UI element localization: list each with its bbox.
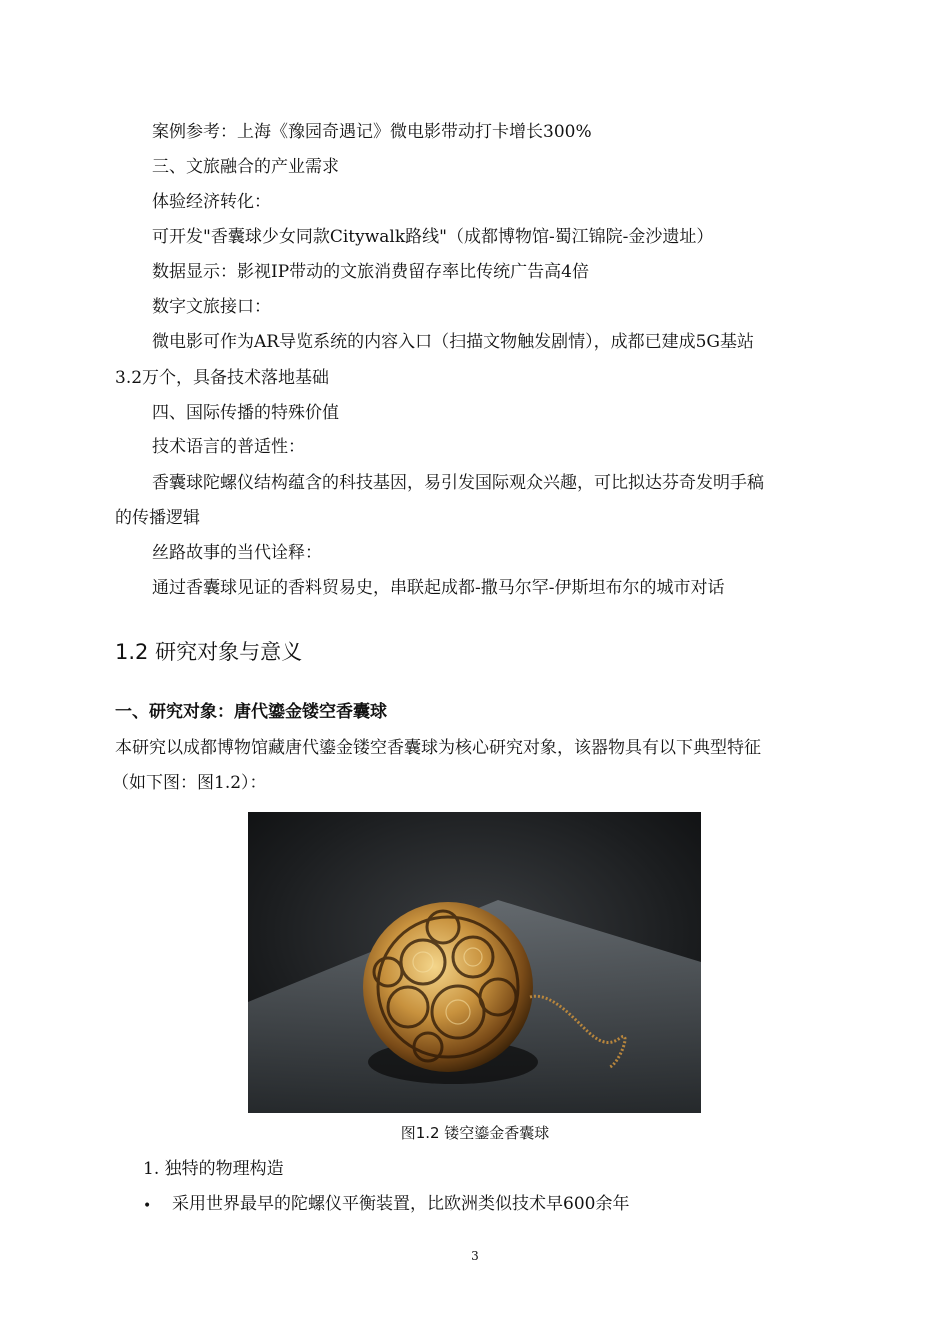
page-number: 3 bbox=[471, 1249, 479, 1263]
subsection-heading: 一、研究对象：唐代鎏金镂空香囊球 bbox=[115, 702, 387, 722]
body-text-line: 通过香囊球见证的香料贸易史，串联起成都-撒马尔罕-伊斯坦布尔的城市对话 bbox=[152, 578, 725, 598]
body-text-line: 三、文旅融合的产业需求 bbox=[152, 157, 339, 177]
intro-text-line: （如下图：图1.2）： bbox=[112, 773, 267, 793]
body-text-line: 案例参考：上海《豫园奇遇记》微电影带动打卡增长300% bbox=[152, 122, 592, 142]
intro-text-line: 本研究以成都博物馆藏唐代鎏金镂空香囊球为核心研究对象，该器物具有以下典型特征 bbox=[115, 738, 761, 758]
body-text-line: 技术语言的普适性： bbox=[152, 437, 305, 457]
body-text-line: 3.2万个，具备技术落地基础 bbox=[115, 368, 330, 388]
body-text-line: 数字文旅接口： bbox=[152, 297, 271, 317]
list-item: 1. 独特的物理构造 bbox=[143, 1159, 284, 1179]
body-text-line: 可开发"香囊球少女同款Citywalk路线"（成都博物馆-蜀江锦院-金沙遗址） bbox=[152, 227, 714, 247]
body-text-line: 丝路故事的当代诠释： bbox=[152, 543, 322, 563]
body-text-line: 香囊球陀螺仪结构蕴含的科技基因，易引发国际观众兴趣，可比拟达芬奇发明手稿 bbox=[152, 473, 764, 493]
body-text-line: 的传播逻辑 bbox=[115, 508, 200, 528]
body-text-line: 数据显示：影视IP带动的文旅消费留存率比传统广告高4倍 bbox=[152, 262, 589, 282]
body-text-line: 微电影可作为AR导览系统的内容入口（扫描文物触发剧情），成都已建成5G基站 bbox=[152, 332, 754, 352]
bullet-icon: • bbox=[143, 1198, 152, 1214]
body-text-line: 四、国际传播的特殊价值 bbox=[152, 403, 339, 423]
body-text-line: 体验经济转化： bbox=[152, 192, 271, 212]
list-item: 采用世界最早的陀螺仪平衡装置，比欧洲类似技术早600余年 bbox=[172, 1194, 630, 1214]
figure-caption: 图1.2 镂空鎏金香囊球 bbox=[400, 1124, 550, 1142]
section-heading: 1.2 研究对象与意义 bbox=[115, 640, 303, 664]
incense-ball-photo bbox=[248, 812, 701, 1113]
